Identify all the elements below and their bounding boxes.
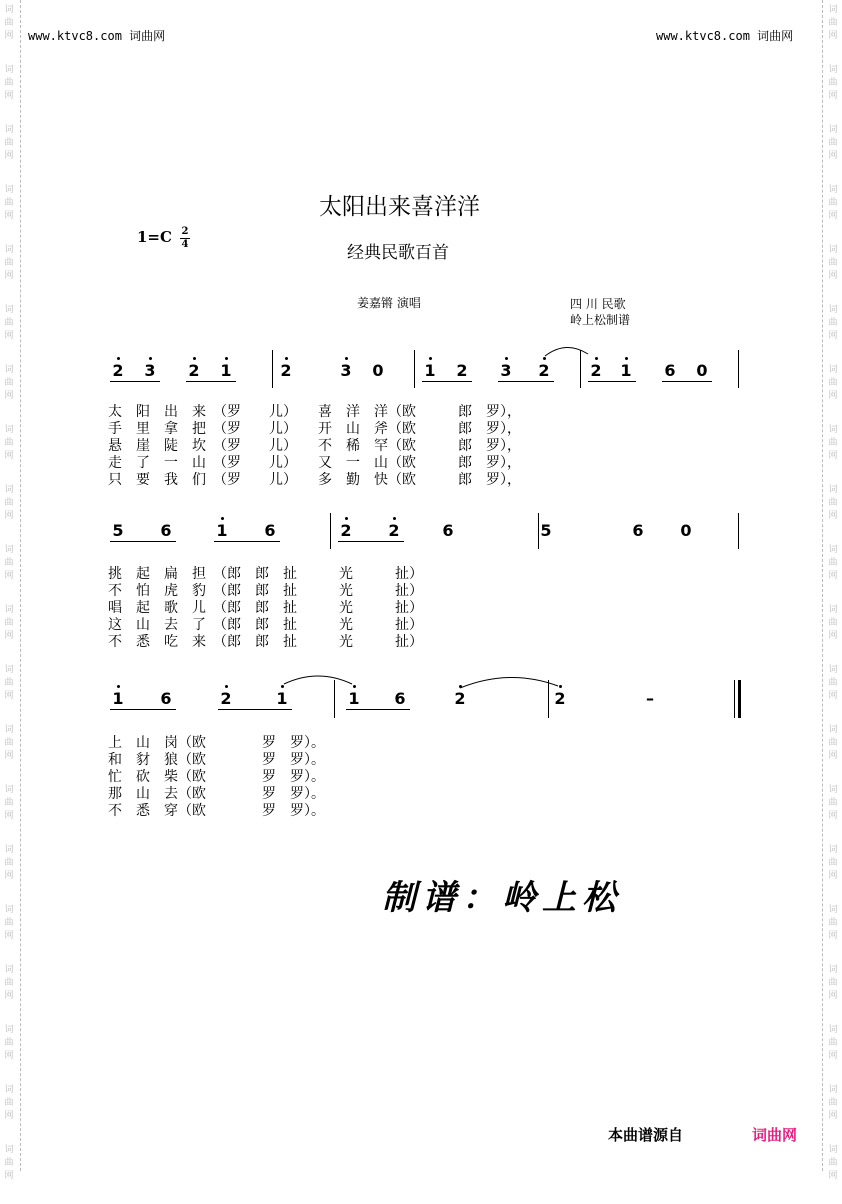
score-note: 2: [454, 689, 466, 708]
watermark-char: 曲: [828, 558, 838, 568]
lyric-line: 忙 砍 柴（欧 罗 罗）。: [108, 769, 325, 785]
watermark-char: 网: [4, 391, 14, 401]
watermark-char: 曲: [4, 618, 14, 628]
score-note: 6: [160, 689, 172, 708]
watermark-char: 词: [828, 845, 838, 855]
watermark-char: 网: [4, 271, 14, 281]
watermark-char: 网: [828, 31, 838, 41]
watermark-char: 曲: [4, 438, 14, 448]
header-right-site[interactable]: 词曲网: [757, 29, 794, 43]
watermark-char: 曲: [4, 1038, 14, 1048]
watermark-char: 网: [828, 151, 838, 161]
watermark-char: 曲: [4, 978, 14, 988]
watermark-char: 网: [828, 631, 838, 641]
watermark-char: 词: [828, 1145, 838, 1155]
watermark-char: 词: [828, 5, 838, 15]
score-note: 1: [216, 521, 228, 540]
lyric-line: 不 悉 穿（欧 罗 罗）。: [108, 803, 325, 819]
score-note: 6: [664, 361, 676, 380]
watermark-char: 词: [4, 1085, 14, 1095]
watermark-char: 曲: [4, 78, 14, 88]
score-note: 2: [538, 361, 550, 380]
watermark-char: 词: [828, 485, 838, 495]
watermark-char: 网: [828, 451, 838, 461]
watermark-char: 曲: [828, 678, 838, 688]
watermark-char: 词: [828, 425, 838, 435]
watermark-char: 曲: [4, 318, 14, 328]
watermark-char: 曲: [4, 378, 14, 388]
watermark-char: 词: [4, 545, 14, 555]
watermark-char: 词: [828, 725, 838, 735]
watermark-char: 曲: [828, 618, 838, 628]
footer-brand-link[interactable]: 词曲网: [752, 1126, 798, 1144]
watermark-char: 曲: [4, 258, 14, 268]
arranger-credit: 岭上松制谱: [570, 313, 631, 327]
score-note: 2: [388, 521, 400, 540]
lyric-line: 走 了 一 山 （罗 儿） 又 一 山（欧 郎 罗），: [108, 455, 521, 471]
score-note: 3: [144, 361, 156, 380]
watermark-char: 词: [828, 65, 838, 75]
watermark-char: 网: [4, 1051, 14, 1061]
watermark-char: 词: [4, 245, 14, 255]
score-note: 2: [590, 361, 602, 380]
watermark-char: 网: [4, 571, 14, 581]
watermark-char: 词: [4, 485, 14, 495]
watermark-char: 词: [828, 365, 838, 375]
watermark-char: 曲: [4, 18, 14, 28]
score-note: 0: [372, 361, 384, 380]
watermark-char: 曲: [4, 138, 14, 148]
score-note: 0: [680, 521, 692, 540]
score-note: 2: [188, 361, 200, 380]
score-note: 2: [220, 689, 232, 708]
watermark-char: 词: [4, 725, 14, 735]
lyric-line: 那 山 去（欧 罗 罗）。: [108, 786, 325, 802]
score-note: 6: [394, 689, 406, 708]
watermark-char: 曲: [4, 678, 14, 688]
arranger-signature: 制谱：岭上松: [382, 878, 622, 918]
watermark-char: 网: [4, 211, 14, 221]
watermark-char: 词: [4, 845, 14, 855]
watermark-char: 网: [828, 511, 838, 521]
lyric-line: 不 怕 虎 豹 （郎 郎 扯 光 扯）: [108, 583, 423, 599]
lyric-line: 只 要 我 们 （罗 儿） 多 勤 快（欧 郎 罗），: [108, 472, 521, 488]
watermark-char: 曲: [828, 798, 838, 808]
lyric-line: 悬 崖 陡 坎 （罗 儿） 不 稀 罕（欧 郎 罗），: [108, 438, 521, 454]
score-note: 6: [264, 521, 276, 540]
watermark-char: 词: [4, 785, 14, 795]
tie-2: [284, 676, 352, 684]
watermark-char: 网: [828, 571, 838, 581]
song-title: 太阳出来喜洋洋: [319, 194, 480, 220]
watermark-char: 网: [4, 931, 14, 941]
watermark-char: 词: [4, 365, 14, 375]
watermark-char: 词: [828, 305, 838, 315]
watermark-char: 词: [4, 65, 14, 75]
watermark-char: 曲: [828, 738, 838, 748]
score-note: 1: [620, 361, 632, 380]
score-note: 5: [112, 521, 124, 540]
watermark-char: 曲: [4, 1158, 14, 1168]
score-note: 1: [348, 689, 360, 708]
watermark-char: 词: [828, 1085, 838, 1095]
lyric-line: 上 山 岗（欧 罗 罗）。: [108, 735, 325, 751]
score-note: 1: [220, 361, 232, 380]
score-note: 3: [500, 361, 512, 380]
watermark-char: 词: [4, 1145, 14, 1155]
watermark-char: 曲: [4, 1098, 14, 1108]
time-signature-top: 2: [181, 226, 189, 237]
watermark-char: 词: [4, 1025, 14, 1035]
score-note: 1: [424, 361, 436, 380]
watermark-char: 网: [828, 1171, 838, 1181]
watermark-char: 词: [828, 965, 838, 975]
time-signature-bottom: 4: [181, 239, 189, 250]
watermark-char: 网: [4, 451, 14, 461]
watermark-char: 曲: [828, 198, 838, 208]
watermark-char: 曲: [828, 978, 838, 988]
watermark-char: 网: [4, 991, 14, 1001]
watermark-char: 曲: [828, 918, 838, 928]
watermark-char: 词: [828, 905, 838, 915]
watermark-char: 网: [828, 871, 838, 881]
watermark-char: 词: [828, 605, 838, 615]
score-note: 1: [112, 689, 124, 708]
watermark-char: 网: [828, 991, 838, 1001]
watermark-char: 网: [828, 91, 838, 101]
watermark-char: 曲: [828, 258, 838, 268]
watermark-char: 网: [4, 751, 14, 761]
watermark-char: 曲: [828, 438, 838, 448]
watermark-char: 网: [828, 1051, 838, 1061]
watermark-char: 曲: [4, 918, 14, 928]
watermark-char: 词: [828, 665, 838, 675]
watermark-char: 词: [4, 425, 14, 435]
watermark-char: 曲: [828, 318, 838, 328]
lyric-line: 挑 起 扁 担 （郎 郎 扯 光 扯）: [108, 566, 423, 582]
score-note: 6: [632, 521, 644, 540]
watermark-char: 网: [828, 271, 838, 281]
footer-source-label: 本曲谱源自: [608, 1126, 684, 1144]
watermark-char: 网: [828, 811, 838, 821]
watermark-char: 曲: [828, 78, 838, 88]
watermark-char: 词: [828, 785, 838, 795]
score-note: –: [646, 689, 654, 708]
lyric-line: 太 阳 出 来 （罗 儿） 喜 洋 洋（欧 郎 罗），: [108, 404, 521, 420]
watermark-char: 词: [4, 305, 14, 315]
watermark-char: 词: [828, 185, 838, 195]
lyric-line: 唱 起 歌 儿 （郎 郎 扯 光 扯）: [108, 600, 423, 616]
score-note: 1: [276, 689, 288, 708]
watermark-char: 词: [4, 965, 14, 975]
watermark-char: 词: [4, 185, 14, 195]
watermark-char: 网: [4, 691, 14, 701]
watermark-char: 曲: [828, 378, 838, 388]
watermark-char: 曲: [4, 858, 14, 868]
genre-credit: 四 川 民歌: [570, 297, 626, 311]
song-subtitle: 经典民歌百首: [347, 243, 449, 263]
score-note: 6: [160, 521, 172, 540]
watermark-char: 网: [4, 331, 14, 341]
watermark-char: 网: [828, 751, 838, 761]
score-note: 5: [540, 521, 552, 540]
lyric-line: 不 悉 吃 来 （郎 郎 扯 光 扯）: [108, 634, 423, 650]
score-note: 2: [112, 361, 124, 380]
watermark-char: 词: [828, 125, 838, 135]
performer-credit: 姜嘉锵 演唱: [357, 296, 421, 310]
watermark-char: 词: [828, 245, 838, 255]
score-note: 2: [554, 689, 566, 708]
watermark-char: 网: [4, 151, 14, 161]
header-right-url[interactable]: www.ktvc8.com: [656, 29, 750, 43]
watermark-char: 网: [4, 631, 14, 641]
watermark-char: 网: [4, 31, 14, 41]
tie-1: [545, 347, 588, 356]
watermark-char: 曲: [828, 498, 838, 508]
watermark-char: 网: [4, 1171, 14, 1181]
watermark-char: 词: [4, 605, 14, 615]
watermark-char: 网: [4, 811, 14, 821]
header-left-url[interactable]: www.ktvc8.com: [28, 29, 122, 43]
watermark-char: 网: [4, 91, 14, 101]
watermark-char: 网: [828, 391, 838, 401]
watermark-char: 曲: [4, 798, 14, 808]
score-note: 2: [456, 361, 468, 380]
watermark-char: 网: [828, 331, 838, 341]
header-left-site[interactable]: 词曲网: [129, 29, 166, 43]
lyric-line: 和 豺 狼（欧 罗 罗）。: [108, 752, 325, 768]
watermark-char: 曲: [828, 18, 838, 28]
watermark-char: 曲: [828, 138, 838, 148]
watermark-char: 曲: [4, 198, 14, 208]
watermark-char: 词: [4, 5, 14, 15]
tie-3: [460, 677, 558, 688]
watermark-char: 网: [4, 871, 14, 881]
watermark-char: 曲: [4, 558, 14, 568]
watermark-char: 词: [828, 545, 838, 555]
watermark-char: 曲: [828, 1038, 838, 1048]
watermark-char: 曲: [828, 858, 838, 868]
score-note: 2: [280, 361, 292, 380]
watermark-char: 曲: [828, 1098, 838, 1108]
watermark-char: 曲: [4, 738, 14, 748]
watermark-char: 网: [4, 511, 14, 521]
watermark-char: 网: [4, 1111, 14, 1121]
watermark-char: 词: [4, 905, 14, 915]
watermark-char: 词: [4, 665, 14, 675]
score-note: 6: [442, 521, 454, 540]
watermark-char: 词: [828, 1025, 838, 1035]
watermark-char: 词: [4, 125, 14, 135]
watermark-char: 网: [828, 691, 838, 701]
lyric-line: 手 里 拿 把 （罗 儿） 开 山 斧（欧 郎 罗），: [108, 421, 521, 437]
score-note: 2: [340, 521, 352, 540]
key-signature: 1=C: [137, 228, 172, 246]
watermark-char: 网: [828, 931, 838, 941]
watermark-char: 曲: [828, 1158, 838, 1168]
score-note: 0: [696, 361, 708, 380]
lyric-line: 这 山 去 了 （郎 郎 扯 光 扯）: [108, 617, 423, 633]
watermark-char: 曲: [4, 498, 14, 508]
watermark-char: 网: [828, 211, 838, 221]
watermark-char: 网: [828, 1111, 838, 1121]
score-note: 3: [340, 361, 352, 380]
